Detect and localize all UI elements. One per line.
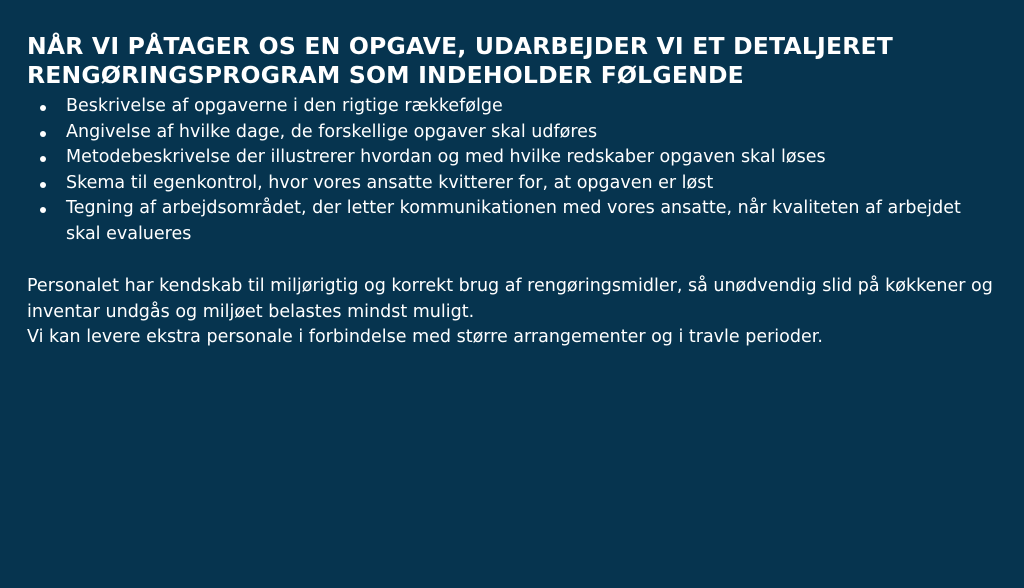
- bullet-dot-icon: [40, 182, 46, 188]
- list-item-text: Beskrivelse af opgaverne i den rigtige rækkefølge: [66, 96, 503, 116]
- list-item-text: Angivelse af hvilke dage, de forskellige opgaver skal udføres: [66, 121, 598, 142]
- list-item: [27, 120, 996, 146]
- list-item: [27, 171, 996, 197]
- list-item-text: Metodebeskrivelse der illustrerer hvordan og med hvilke redskaber opgaven skal løses: [66, 147, 826, 167]
- list-item: [27, 94, 996, 120]
- list-item-text: Skema til egenkontrol, hvor vores ansatte kvitterer for, at opgaven er løst: [66, 172, 714, 193]
- bullet-dot-icon: [40, 131, 46, 137]
- list-item: [27, 145, 996, 171]
- list-item: [27, 196, 996, 247]
- bullet-dot-icon: [40, 156, 46, 162]
- page-title: NÅR VI PÅTAGER OS EN OPGAVE, UDARBEJDER VI ET DETALJERET RENGØRINGSPROGRAM SOM INDEHOLDER FØLGENDE: [27, 32, 893, 89]
- body-text: [27, 274, 996, 351]
- program-contents-list: [27, 94, 996, 247]
- extra-staff-paragraph: Vi kan levere ekstra personale i forbindelse med større arrangementer og i travle perioder.: [27, 327, 823, 347]
- list-item-text: Tegning af arbejdsområdet, der letter kommunikationen med vores ansatte, når kvaliteten af arbejdet skal evalueres: [66, 198, 961, 244]
- bullet-dot-icon: [40, 105, 46, 111]
- bullet-dot-icon: [40, 207, 46, 213]
- staff-knowledge-paragraph: Personalet har kendskab til miljørigtig og korrekt brug af rengøringsmidler, så unødvendig slid på køkkener og inventar undgås og miljøet belastes mindst muligt.: [27, 276, 993, 322]
